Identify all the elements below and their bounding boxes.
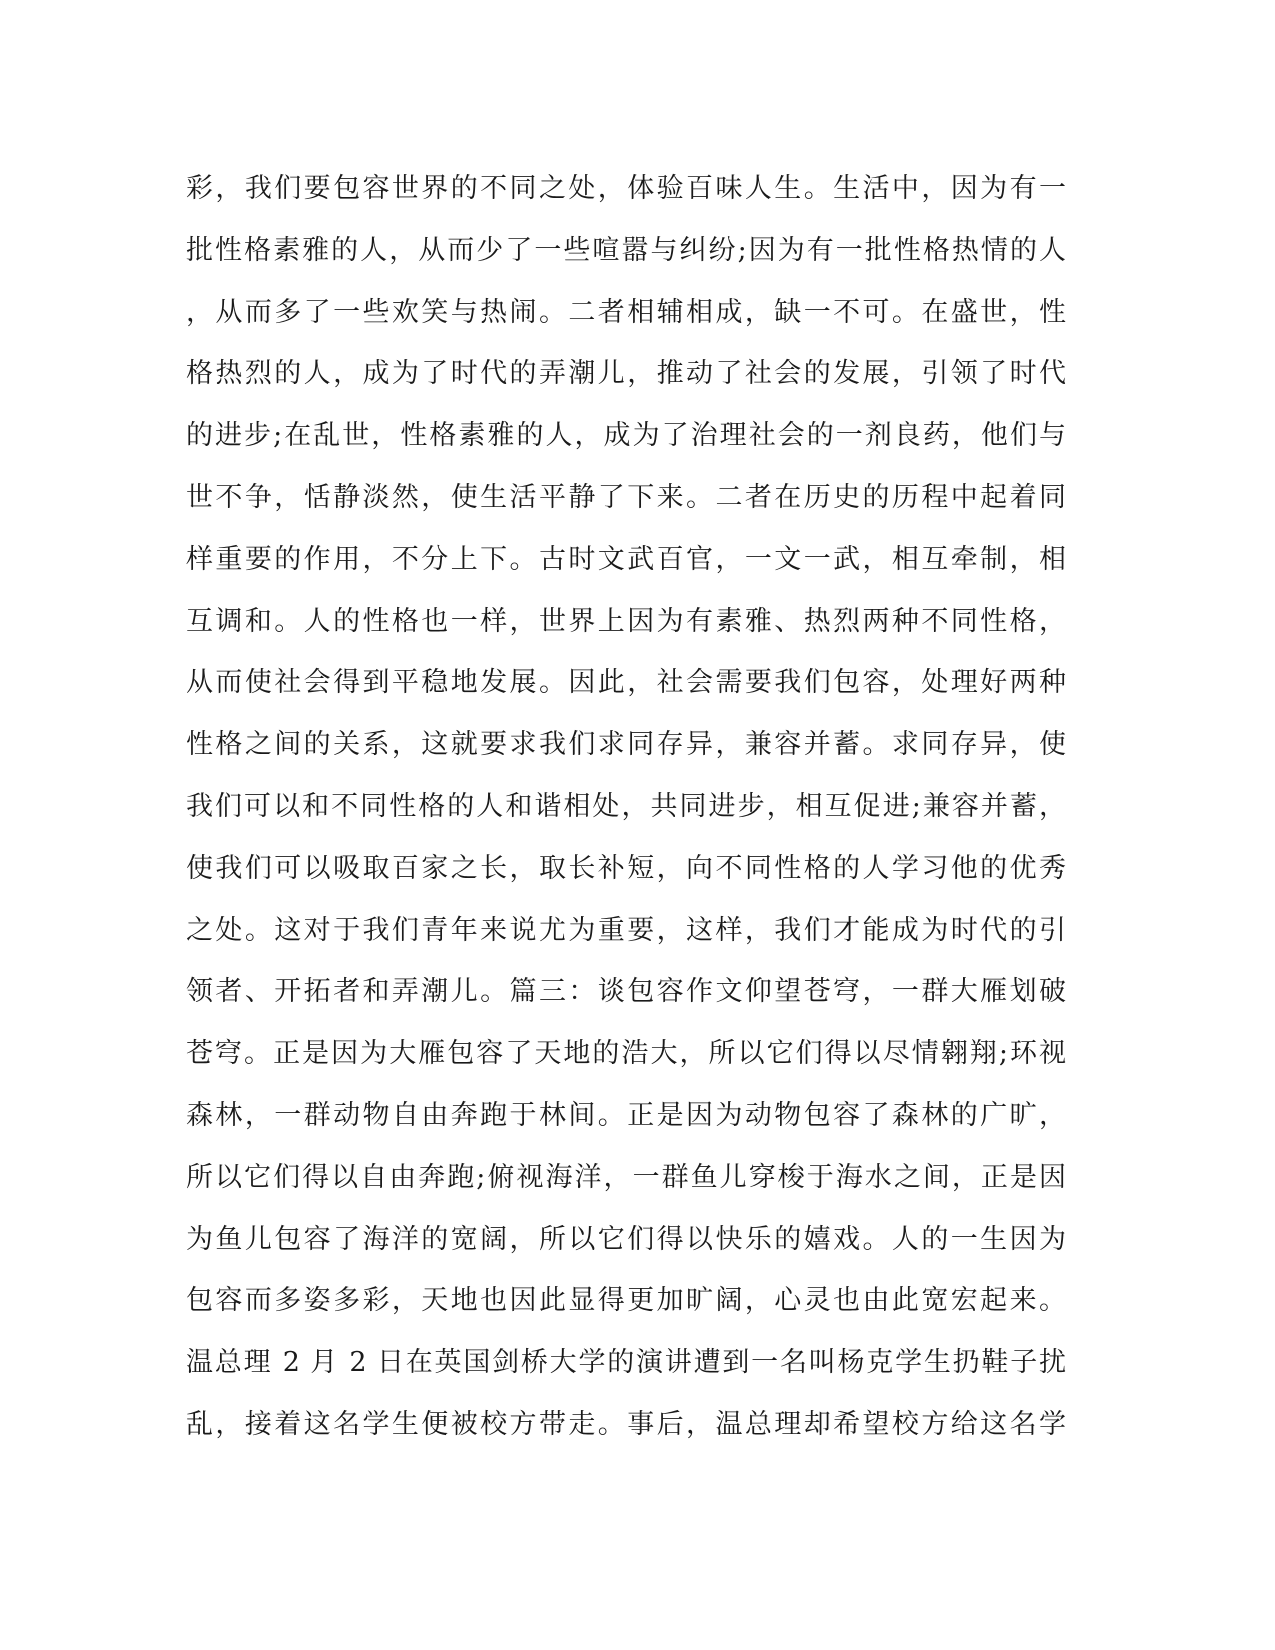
body-text (186, 158, 1066, 1456)
text-line: ，从而多了一些欢笑与热闹。二者相辅相成，缺一不可。在盛世，性 (186, 296, 1066, 328)
text-line: 之处。这对于我们青年来说尤为重要，这样，我们才能成为时代的引 (186, 914, 1066, 946)
text-line: 森林，一群动物自由奔跑于林间。正是因为动物包容了森林的广旷， (186, 1099, 1066, 1131)
text-line: 所以它们得以自由奔跑;俯视海洋，一群鱼儿穿梭于海水之间，正是因 (186, 1161, 1066, 1193)
text-line: 乱，接着这名学生便被校方带走。事后，温总理却希望校方给这名学 (186, 1408, 1066, 1440)
text-line: 彩，我们要包容世界的不同之处，体验百味人生。生活中，因为有一 (186, 173, 1066, 204)
text-line: 格热烈的人，成为了时代的弄潮儿，推动了社会的发展，引领了时代 (186, 358, 1066, 390)
text-line: 互调和。人的性格也一样，世界上因为有素雅、热烈两种不同性格， (186, 605, 1066, 637)
text-line: 世不争，恬静淡然，使生活平静了下来。二者在历史的历程中起着同 (186, 481, 1066, 513)
text-line: 为鱼儿包容了海洋的宽阔，所以它们得以快乐的嬉戏。人的一生因为 (186, 1223, 1066, 1255)
text-line: 样重要的作用，不分上下。古时文武百官，一文一武，相互牵制，相 (186, 543, 1066, 575)
text-line: 苍穹。正是因为大雁包容了天地的浩大，所以它们得以尽情翱翔;环视 (186, 1038, 1066, 1070)
text-line: 从而使社会得到平稳地发展。因此，社会需要我们包容，处理好两种 (186, 667, 1066, 699)
text-line: 包容而多姿多彩，天地也因此显得更加旷阔，心灵也由此宽宏起来。 (186, 1285, 1066, 1317)
text-line: 批性格素雅的人，从而少了一些喧嚣与纠纷;因为有一批性格热情的人 (186, 234, 1066, 266)
text-line: 领者、开拓者和弄潮儿。篇三：谈包容作文仰望苍穹，一群大雁划破 (186, 976, 1066, 1008)
text-line: 性格之间的关系，这就要求我们求同存异，兼容并蓄。求同存异，使 (186, 729, 1066, 761)
text-line: 的进步;在乱世，性格素雅的人，成为了治理社会的一剂良药，他们与 (186, 420, 1066, 452)
text-line: 温总理 2 月 2 日在英国剑桥大学的演讲遭到一名叫杨克学生扔鞋子扰 (186, 1347, 1066, 1379)
text-line: 使我们可以吸取百家之长，取长补短，向不同性格的人学习他的优秀 (186, 852, 1066, 884)
text-line: 我们可以和不同性格的人和谐相处，共同进步，相互促进;兼容并蓄， (186, 790, 1066, 822)
